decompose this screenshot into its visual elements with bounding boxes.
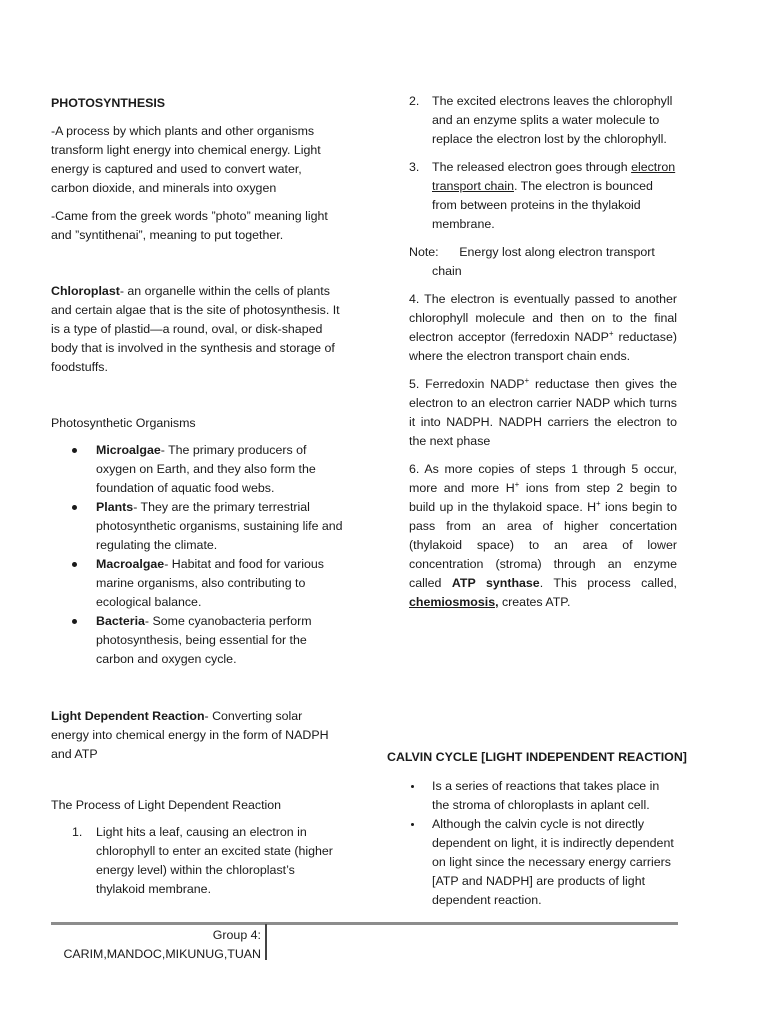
step-text: reductase then gives the electron to an electron carrier NADP which turns it into NADPH. NADPH carriers the electron to the next phase (409, 377, 678, 448)
organism-text: - They are the primary terrestrial photosynthetic organisms, sustaining life and regulating the climate. (96, 500, 343, 552)
list-item (51, 823, 343, 899)
list-item (51, 612, 343, 669)
organism-term: Microalgae (96, 443, 161, 457)
superscript: + (524, 375, 530, 385)
calvin-cycle-title: CALVIN CYCLE [LIGHT INDEPENDENT REACTION] (387, 750, 687, 764)
step-text: reductase) where the electron transport chain ends. (409, 330, 677, 363)
step-3 (409, 158, 677, 234)
step-text: ions from step 2 begin to build up in the thylakoid space. H (409, 481, 677, 514)
list-item (51, 498, 343, 555)
calvin-cycle-list (409, 777, 677, 910)
list-item (51, 555, 343, 612)
chemiosmosis-term: chemiosmosis, (409, 595, 499, 609)
definition-2: -Came from the greek words ”photo” meaning light and ”syntithenai”, meaning to put together. (51, 209, 328, 242)
left-column (51, 92, 343, 899)
step-4 (409, 290, 677, 366)
step-text: The excited electrons leaves the chlorophyll and an enzyme splits a water molecule to replace the electron lost by the chlorophyll. (432, 94, 673, 146)
electron-transport-chain-term: electron transport chain (432, 160, 676, 193)
step-2 (409, 92, 677, 149)
list-item-text: Is a series of reactions that takes place in the stroma of chloroplasts in aplant cell. (432, 779, 660, 812)
step-text: The released electron goes through (432, 160, 632, 174)
list-item-text: Although the calvin cycle is not directly dependent on light, it is indirectly dependent on light since the necessary energy carriers [ATP and NADPH] are products of light dependent reaction. (432, 817, 674, 907)
list-item (51, 441, 343, 498)
bullet-icon (72, 562, 77, 567)
step-text: 6. As more copies of steps 1 through 5 occur, more and more H (409, 462, 677, 495)
step-text: 5. Ferredoxin NADP (409, 377, 525, 391)
note: Note: Energy lost along electron transport chain (409, 245, 659, 278)
footer (51, 926, 261, 964)
organism-text: - Habitat and food for various marine organisms, also contributing to ecological balance. (96, 557, 324, 609)
organism-text: - The primary producers of oxygen on Earth, and they also form the foundation of aquatic food webs. (96, 443, 316, 495)
step-text: ions begin to pass from an area of higher concertation (thylakoid space) to an area of lower concentration (stroma) through an enzyme called (409, 500, 678, 590)
organisms-heading: Photosynthetic Organisms (51, 416, 196, 430)
chloroplast-definition (51, 282, 343, 377)
process-heading: The Process of Light Dependent Reaction (51, 798, 282, 812)
footer-divider (51, 922, 678, 925)
organism-term: Bacteria (96, 614, 145, 628)
step-text: Light hits a leaf, causing an electron in chlorophyll to enter an excited state (higher energy level) within the chloroplast’s thylakoid membrane. (96, 825, 333, 896)
step-number: 2. (409, 94, 420, 108)
footer-group: Group 4: (212, 928, 261, 942)
chloroplast-term: Chloroplast (51, 284, 120, 298)
chloroplast-text: - an organelle within the cells of plants and certain algae that is the site of photosynthesis. It is a type of plastid—a round, oval, or disk-shaped body that is involved in the synthesis and storage of foodstuffs. (51, 284, 340, 374)
step-6 (409, 460, 677, 612)
superscript: + (514, 479, 520, 489)
footer-vertical-divider (265, 924, 267, 960)
list-item (409, 777, 677, 815)
organism-term: Macroalgae (96, 557, 165, 571)
step-text: 4. The electron is eventually passed to another chlorophyll molecule and then on to the final electron acceptor (ferredoxin NADP (409, 292, 677, 344)
step-text: creates ATP. (498, 595, 571, 609)
superscript: + (596, 498, 601, 508)
ldr-definition (51, 707, 343, 764)
bullet-icon (72, 448, 77, 453)
step-text: . The electron is bounced from between proteins in the thylakoid membrane. (432, 179, 653, 231)
right-column (409, 92, 677, 612)
footer-members: CARIM,MANDOC,MIKUNUG,TUAN (63, 947, 261, 961)
organism-term: Plants (96, 500, 134, 514)
definition-1: -A process by which plants and other organisms transform light energy into chemical energy. Light energy is captured and used to convert water, carbon dioxide, and minerals into oxygen (51, 124, 321, 195)
superscript: + (608, 328, 614, 338)
bullet-icon (72, 505, 77, 510)
organisms-list (51, 441, 343, 669)
step-number: 1. (72, 825, 83, 839)
ldr-text: - Converting solar energy into chemical energy in the form of NADPH and ATP (51, 709, 329, 761)
process-steps (51, 823, 343, 899)
list-item (409, 815, 677, 910)
atp-synthase-term: ATP synthase (451, 576, 540, 590)
bullet-icon (72, 619, 77, 624)
step-text: . This process called, (539, 576, 677, 590)
step-5 (409, 375, 677, 451)
step-number: 3. (409, 160, 420, 174)
page-title: PHOTOSYNTHESIS (51, 96, 166, 110)
bullet-icon (411, 785, 414, 788)
ldr-term: Light Dependent Reaction (51, 709, 205, 723)
bullet-icon (411, 823, 414, 826)
organism-text: - Some cyanobacteria perform photosynthesis, being essential for the carbon and oxygen cycle. (96, 614, 312, 666)
